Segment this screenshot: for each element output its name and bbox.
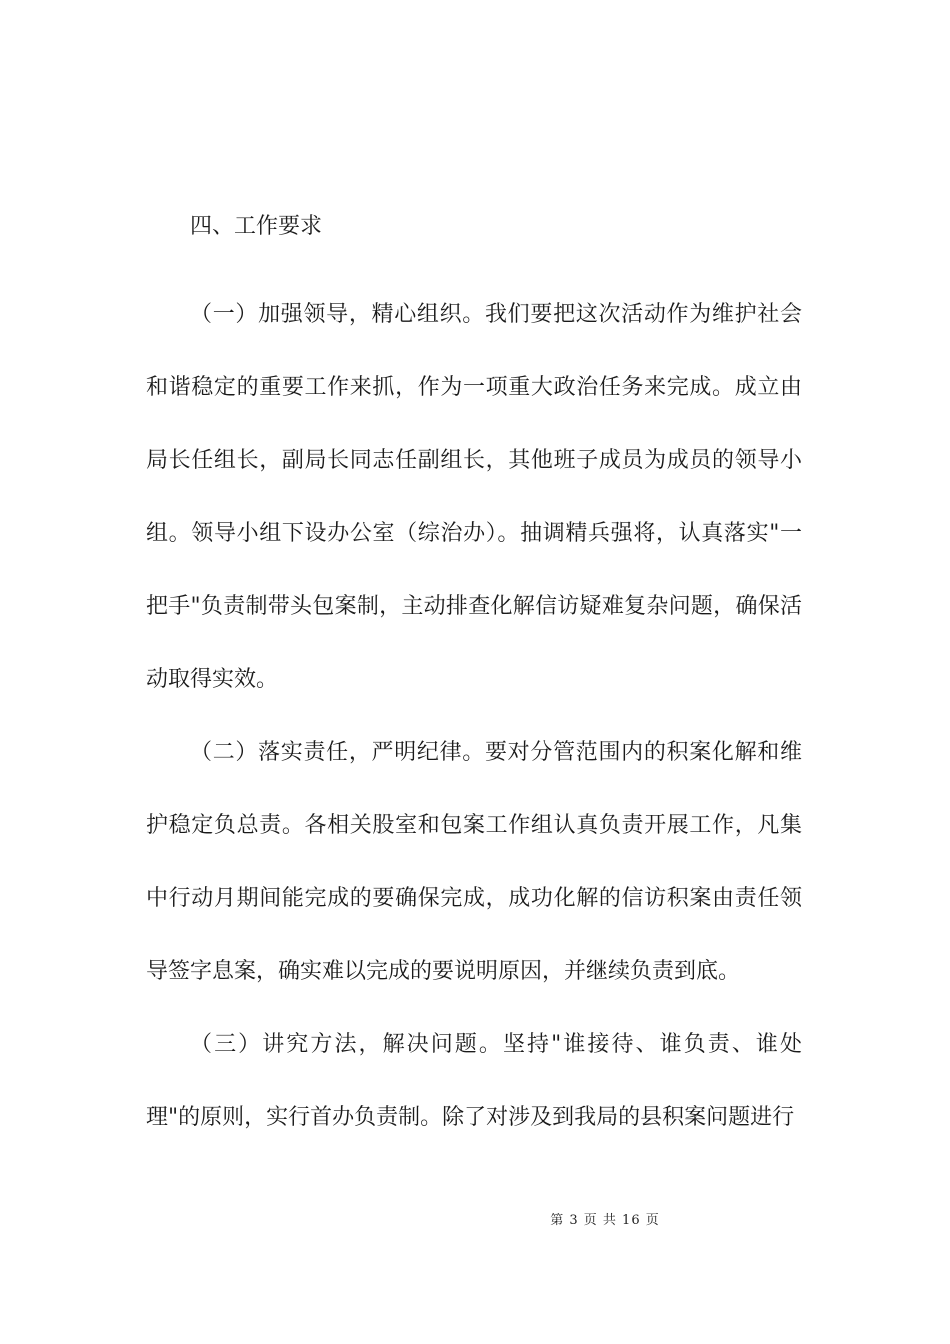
- paragraph-2: （二）落实责任，严明纪律。要对分管范围内的积案化解和维护稳定负总责。各相关股室和包案工作组认真负责开展工作，凡集中行动月期间能完成的要确保完成，成功化解的信访积案由责任领导签字息案，确实难以完成的要说明原因，并继续负责到底。: [146, 740, 802, 984]
- document-body: [146, 205, 802, 1154]
- paragraph-3: （三）讲究方法，解决问题。坚持"谁接待、谁负责、谁处理"的原则，实行首办负责制。除了对涉及到我局的县积案问题进行: [146, 1032, 802, 1130]
- section-heading: 四、工作要求: [190, 214, 323, 239]
- page-footer: 第 3 页 共 16 页: [550, 1213, 660, 1228]
- paragraph-1: （一）加强领导，精心组织。我们要把这次活动作为维护社会和谐稳定的重要工作来抓，作为一项重大政治任务来完成。成立由局长任组长，副局长同志任副组长，其他班子成员为成员的领导小组。领导小组下设办公室（综治办）。抽调精兵强将，认真落实"一把手"负责制带头包案制，主动排查化解信访疑难复杂问题，确保活动取得实效。: [146, 302, 802, 692]
